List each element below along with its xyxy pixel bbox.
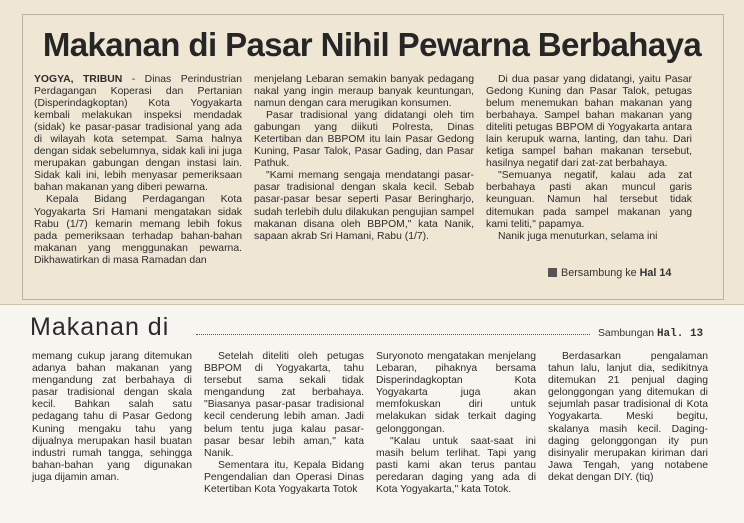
article-column-3 — [486, 74, 692, 243]
paragraph: "Kami memang sengaja mendatangi pasar-pasar tradisional dengan skala kecil. Sebab pasar-pasar besar seperti Pasar Beringharjo, sudah terlebih dulu dilakukan pengujian sampel makanan disana oleh BBPOM," kata Nanik, sapaan akrab Sri Hamani, Rabu (1/7). — [254, 170, 474, 242]
dateline: YOGYA, TRIBUN — [34, 74, 123, 85]
paragraph: "Kalau untuk saat-saat ini masih belum terlihat. Tapi yang pasti kami akan terus pantau peredaran daging yang ada di Kota Yogyakarta," kata Totok. — [376, 435, 536, 496]
paragraph: Setelah diteliti oleh petugas BBPOM di Yogyakarta, tahu tersebut sama sekali tidak mengandung zat berbahaya. "Biasanya pasar-pasar tradisional kecil cenderung lebih aman. Jadi belum tentu juga kalau pasar-pasar besar lebih aman," kata Nanik. — [204, 351, 364, 459]
article-column-1 — [34, 74, 242, 267]
continuation-column-3 — [376, 351, 536, 496]
paragraph-text: - Dinas Perindustrian Perdagangan Koperasi dan Pertanian (Disperindagkoptan) Kota Yogyakarta kembali melakukan inspeksi mendadak (sidak) ke pasar-pasar tradisional yang ada di wilayah kota setempat. Sama halnya dengan sidak sebelumnya, sidak kali ini juga merupakan gabungan dengan instasi lain. Sidak kali ini, lebih menyasar pemeriksaan bahan makanan yang diberi pewarna. — [34, 74, 242, 194]
paragraph: memang cukup jarang ditemukan adanya bahan makanan yang mengandung zat berbahaya di pasar tradisional dengan skala kecil. Bahkan salah satu pedagang tahu di Pasar Gedong Kuning mengaku tahu yang dijualnya merupakan hasil buatan industri rumah tangga, sehingga bahan-bahan yang digunakan juga dijamin aman. — [32, 351, 192, 483]
from-page-note — [598, 328, 703, 340]
square-bullet-icon — [548, 268, 557, 277]
dotted-leader — [196, 334, 590, 335]
paragraph: Kepala Bidang Perdagangan Kota Yogyakarta Sri Hamani mengatakan sidak Rabu (1/7) kemarin memang lebih fokus pada pemeriksaan terhadap bahan-bahan makanan yang menggunakan pewarna. Dikhawatirkan di masa Ramadan dan — [34, 194, 242, 266]
paragraph: Pasar tradisional yang didatangi oleh tim gabungan yang diikuti Polresta, Dinas Ketertiban dan BBPOM itu lain Pasar Gedong Kuning, Pasar Talok, Pasar Gading, dan Pasar Pathuk. — [254, 110, 474, 170]
continued-note — [548, 267, 671, 279]
paragraph: Suryonoto mengatakan menjelang Lebaran, pihaknya bersama Disperindagkoptan Kota Yogyakarta juga akan memfokuskan diri untuk melakukan sidak terkait daging gelonggongan. — [376, 351, 536, 435]
paragraph: Sementara itu, Kepala Bidang Pengendalian dan Operasi Dinas Ketertiban Kota Yogyakarta Totok — [204, 459, 364, 496]
paragraph — [34, 74, 242, 194]
continuation-column-1 — [32, 351, 192, 484]
article-column-2 — [254, 74, 474, 243]
from-page: Hal. 13 — [656, 328, 704, 340]
continuation-column-4 — [548, 351, 708, 484]
paragraph: "Semuanya negatif, kalau ada zat berbahaya pasti akan muncul garis keunguan. Namun hal tersebut tidak ditemukan pada sampel makanan yang kami teliti," papamya. — [486, 170, 692, 230]
paragraph: menjelang Lebaran semakin banyak pedagang nakal yang ingin meraup banyak keuntungan, namun dengan cara merugikan konsumen. — [254, 74, 474, 110]
paragraph: Nanik juga menuturkan, selama ini — [498, 230, 658, 242]
from-label: Sambungan — [598, 328, 655, 339]
paragraph: Berdasarkan pengalaman tahun lalu, lanjut dia, sedikitnya ditemukan 21 penjual daging gelonggongan yang ditemukan di sejumlah pasar tradisional di Kota Yogyakarta. Meski begitu, skalanya masih kecil. Daging-daging gelonggongan ity pun disinyalir merupakan kiriman dari Jawa Tengah, yang notabene dekat dengan DIY. (tiq) — [548, 351, 708, 483]
continued-label: Bersambung ke — [561, 267, 637, 279]
paragraph: Di dua pasar yang didatangi, yaitu Pasar Gedong Kuning dan Pasar Talok, petugas belum menemukan bahan makanan yang berbahaya. Sampel bahan makanan yang diteliti petugas BBPOM di Yogyakarta antara lain kerupuk warna, lanting, dan tahu. Dari ketiga sampel bahan makanan tersebut, hasilnya negatif dari zat-zat berbahaya. — [486, 74, 692, 170]
continued-page: Hal 14 — [639, 267, 672, 279]
continuation-title: Makanan di — [30, 313, 170, 341]
article-headline: Makanan di Pasar Nihil Pewarna Berbahaya — [42, 26, 702, 63]
continuation-column-2 — [204, 351, 364, 496]
